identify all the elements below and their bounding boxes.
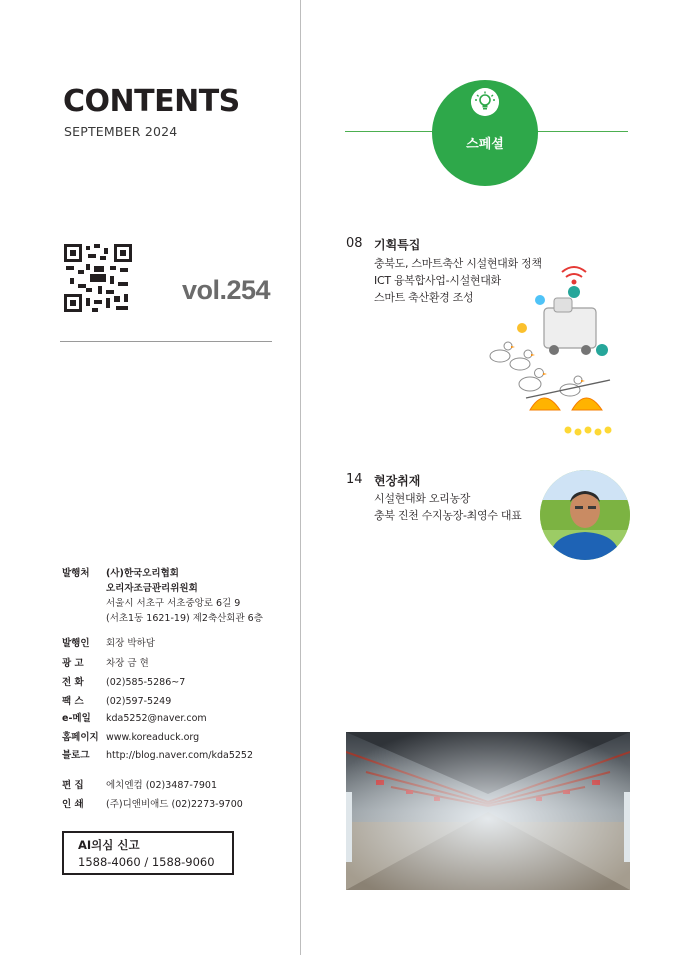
pub-key: 전 화 [62, 677, 84, 688]
section-line: 충북도, 스마트축산 시설현대화 정책 [374, 257, 542, 270]
report-numbers: 1588-4060 / 1588-9060 [78, 855, 215, 869]
badge-label: 스페셜 [466, 137, 504, 152]
pub-key: 발행인 [62, 638, 90, 649]
section-line: ICT 융복합사업-시설현대화 [374, 274, 501, 287]
page-title: CONTENTS [63, 84, 240, 119]
lightbulb-icon [471, 88, 499, 116]
homepage-link[interactable]: www.koreaduck.org [106, 732, 200, 743]
pub-value: 회장 박하담 [106, 638, 155, 649]
section-title[interactable]: 현장취재 [374, 474, 421, 488]
pub-value: 차장 금 현 [106, 658, 149, 669]
fax-value: (02)597-5249 [106, 696, 172, 707]
volume-number: vol.254 [182, 275, 271, 305]
section-page-number: 14 [346, 472, 363, 487]
section-page-number: 08 [346, 236, 363, 251]
email-link[interactable]: kda5252@naver.com [106, 713, 207, 724]
pub-key: 블로그 [62, 750, 90, 761]
center-divider [300, 0, 301, 955]
qr-code-icon[interactable] [64, 244, 132, 312]
pub-key: 인 쇄 [62, 799, 84, 810]
phone-value: (02)585-5286~7 [106, 677, 186, 688]
pub-value: 에치엔컴 (02)3487-7901 [106, 780, 218, 791]
section-title[interactable]: 기획특집 [374, 238, 421, 252]
barn-interior-photo [346, 732, 630, 890]
pub-key: e-메일 [62, 713, 91, 724]
pub-key: 편 집 [62, 780, 84, 791]
pub-key: 광 고 [62, 658, 84, 669]
pub-key: 홈페이지 [62, 732, 99, 743]
section-line: 충북 진천 수지농장-최영수 대표 [374, 509, 522, 522]
pub-value: (주)디앤비애드 (02)2273-9700 [106, 799, 243, 810]
pub-key: 팩 스 [62, 696, 84, 707]
publisher-address: (서초1동 1621-19) 제2축산회관 6층 [106, 613, 263, 624]
publisher-address: 서울시 서초구 서초중앙로 6길 9 [106, 598, 241, 609]
publisher-line: 오리자조금관리위원회 [106, 583, 198, 594]
report-title: AI의심 신고 [78, 838, 140, 852]
interviewee-photo [540, 470, 630, 560]
issue-date: SEPTEMBER 2024 [64, 124, 178, 139]
smart-farm-illustration [482, 260, 622, 440]
left-divider [60, 341, 272, 342]
publisher-line: (사)한국오리협회 [106, 568, 179, 579]
section-line: 스마트 축산환경 조성 [374, 291, 474, 304]
publisher-key: 발행처 [62, 568, 90, 579]
ai-report-box [62, 831, 234, 875]
section-line: 시설현대화 오리농장 [374, 492, 471, 505]
blog-link[interactable]: http://blog.naver.com/kda5252 [106, 750, 254, 761]
